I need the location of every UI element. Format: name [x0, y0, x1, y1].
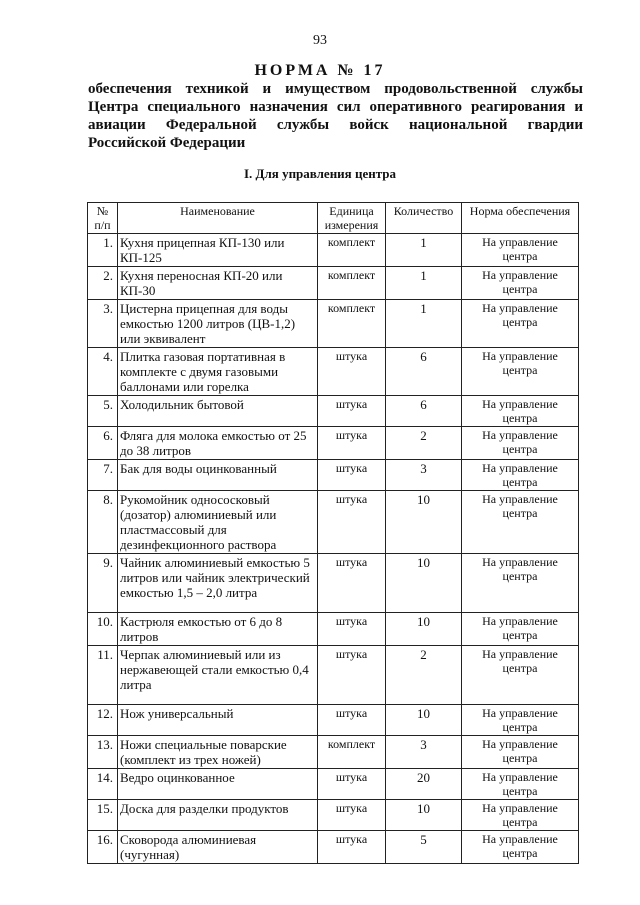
table-row	[88, 460, 579, 491]
item-unit: штука	[318, 613, 386, 646]
item-norm: На управление центра	[462, 736, 579, 769]
item-name: Кухня переносная КП-20 или КП-30	[118, 267, 318, 300]
row-number: 3.	[88, 300, 118, 348]
item-norm: На управление центра	[462, 705, 579, 736]
item-norm: На управление центра	[462, 800, 579, 831]
norm-table	[87, 202, 579, 864]
table-row	[88, 646, 579, 705]
item-name: Цистерна прицепная для воды емкостью 1200 литров (ЦВ-1,2) или эквивалент	[118, 300, 318, 348]
table-row	[88, 705, 579, 736]
item-unit: штука	[318, 646, 386, 705]
item-quantity: 2	[386, 646, 462, 705]
item-norm: На управление центра	[462, 554, 579, 613]
item-quantity: 10	[386, 705, 462, 736]
item-norm: На управление центра	[462, 646, 579, 705]
item-quantity: 5	[386, 831, 462, 864]
row-number: 4.	[88, 348, 118, 396]
item-unit: штука	[318, 831, 386, 864]
item-norm: На управление центра	[462, 460, 579, 491]
item-unit: штука	[318, 800, 386, 831]
item-quantity: 3	[386, 736, 462, 769]
row-number: 16.	[88, 831, 118, 864]
row-number: 11.	[88, 646, 118, 705]
document-title: НОРМА № 17	[254, 62, 386, 79]
item-unit: штука	[318, 705, 386, 736]
item-norm: На управление центра	[462, 267, 579, 300]
item-norm: На управление центра	[462, 427, 579, 460]
item-quantity: 2	[386, 427, 462, 460]
item-quantity: 6	[386, 396, 462, 427]
row-number: 5.	[88, 396, 118, 427]
table-row	[88, 234, 579, 267]
item-unit: штука	[318, 460, 386, 491]
row-number: 13.	[88, 736, 118, 769]
table-header-row	[88, 203, 579, 234]
item-name: Ножи специальные поварские (комплект из трех ножей)	[118, 736, 318, 769]
subtitle-line: авиации Федеральной службы войск национальной гвардии	[88, 117, 583, 133]
item-quantity: 6	[386, 348, 462, 396]
item-norm: На управление центра	[462, 831, 579, 864]
table-row	[88, 396, 579, 427]
item-name: Ведро оцинкованное	[118, 769, 318, 800]
item-unit: штука	[318, 769, 386, 800]
section-heading: I. Для управления центра	[243, 166, 396, 181]
item-unit: комплект	[318, 736, 386, 769]
item-unit: комплект	[318, 267, 386, 300]
item-unit: штука	[318, 348, 386, 396]
item-norm: На управление центра	[462, 300, 579, 348]
header-norm: Норма обеспечения	[462, 203, 579, 234]
item-name: Кухня прицепная КП-130 или КП-125	[118, 234, 318, 267]
table-row	[88, 736, 579, 769]
item-norm: На управление центра	[462, 613, 579, 646]
item-unit: штука	[318, 491, 386, 554]
item-name: Доска для разделки продуктов	[118, 800, 318, 831]
item-norm: На управление центра	[462, 491, 579, 554]
table-row	[88, 613, 579, 646]
subtitle-line: Центра специального назначения сил оперативного реагирования и	[88, 99, 583, 115]
item-quantity: 1	[386, 267, 462, 300]
table-row	[88, 300, 579, 348]
item-quantity: 10	[386, 554, 462, 613]
header-num: № п/п	[88, 203, 118, 234]
item-name: Нож универсальный	[118, 705, 318, 736]
row-number: 15.	[88, 800, 118, 831]
row-number: 14.	[88, 769, 118, 800]
row-number: 9.	[88, 554, 118, 613]
header-qty: Количество	[386, 203, 462, 234]
item-name: Черпак алюминиевый или из нержавеющей стали емкостью 0,4 литра	[118, 646, 318, 705]
subtitle-line: обеспечения техникой и имуществом продовольственной службы	[88, 81, 583, 97]
item-name: Холодильник бытовой	[118, 396, 318, 427]
table-row	[88, 800, 579, 831]
item-norm: На управление центра	[462, 348, 579, 396]
item-norm: На управление центра	[462, 396, 579, 427]
table-body	[88, 234, 579, 864]
item-name: Чайник алюминиевый емкостью 5 литров или чайник электрический емкостью 1,5 – 2,0 литра	[118, 554, 318, 613]
row-number: 8.	[88, 491, 118, 554]
item-quantity: 1	[386, 300, 462, 348]
table-row	[88, 769, 579, 800]
item-quantity: 3	[386, 460, 462, 491]
item-norm: На управление центра	[462, 234, 579, 267]
item-name: Кастрюля емкостью от 6 до 8 литров	[118, 613, 318, 646]
table-row	[88, 427, 579, 460]
item-norm: На управление центра	[462, 769, 579, 800]
item-quantity: 1	[386, 234, 462, 267]
item-unit: комплект	[318, 234, 386, 267]
header-unit: Единица измерения	[318, 203, 386, 234]
subtitle-line: Российской Федерации	[88, 135, 246, 151]
item-quantity: 10	[386, 800, 462, 831]
item-name: Рукомойник однососковый (дозатор) алюминиевый или пластмассовый для дезинфекционного раствора	[118, 491, 318, 554]
page-number: 93	[313, 33, 327, 48]
item-name: Бак для воды оцинкованный	[118, 460, 318, 491]
row-number: 10.	[88, 613, 118, 646]
item-unit: штука	[318, 396, 386, 427]
table-row	[88, 267, 579, 300]
document-subtitle	[88, 80, 583, 152]
item-name: Сковорода алюминиевая (чугунная)	[118, 831, 318, 864]
item-unit: штука	[318, 427, 386, 460]
table-row	[88, 554, 579, 613]
row-number: 2.	[88, 267, 118, 300]
item-name: Плитка газовая портативная в комплекте с двумя газовыми баллонами или горелка	[118, 348, 318, 396]
table-row	[88, 348, 579, 396]
row-number: 7.	[88, 460, 118, 491]
item-name: Фляга для молока емкостью от 25 до 38 литров	[118, 427, 318, 460]
table-row	[88, 491, 579, 554]
header-name: Наименование	[118, 203, 318, 234]
item-quantity: 10	[386, 491, 462, 554]
item-quantity: 20	[386, 769, 462, 800]
item-unit: штука	[318, 554, 386, 613]
table-row	[88, 831, 579, 864]
row-number: 12.	[88, 705, 118, 736]
item-quantity: 10	[386, 613, 462, 646]
row-number: 1.	[88, 234, 118, 267]
item-unit: комплект	[318, 300, 386, 348]
row-number: 6.	[88, 427, 118, 460]
